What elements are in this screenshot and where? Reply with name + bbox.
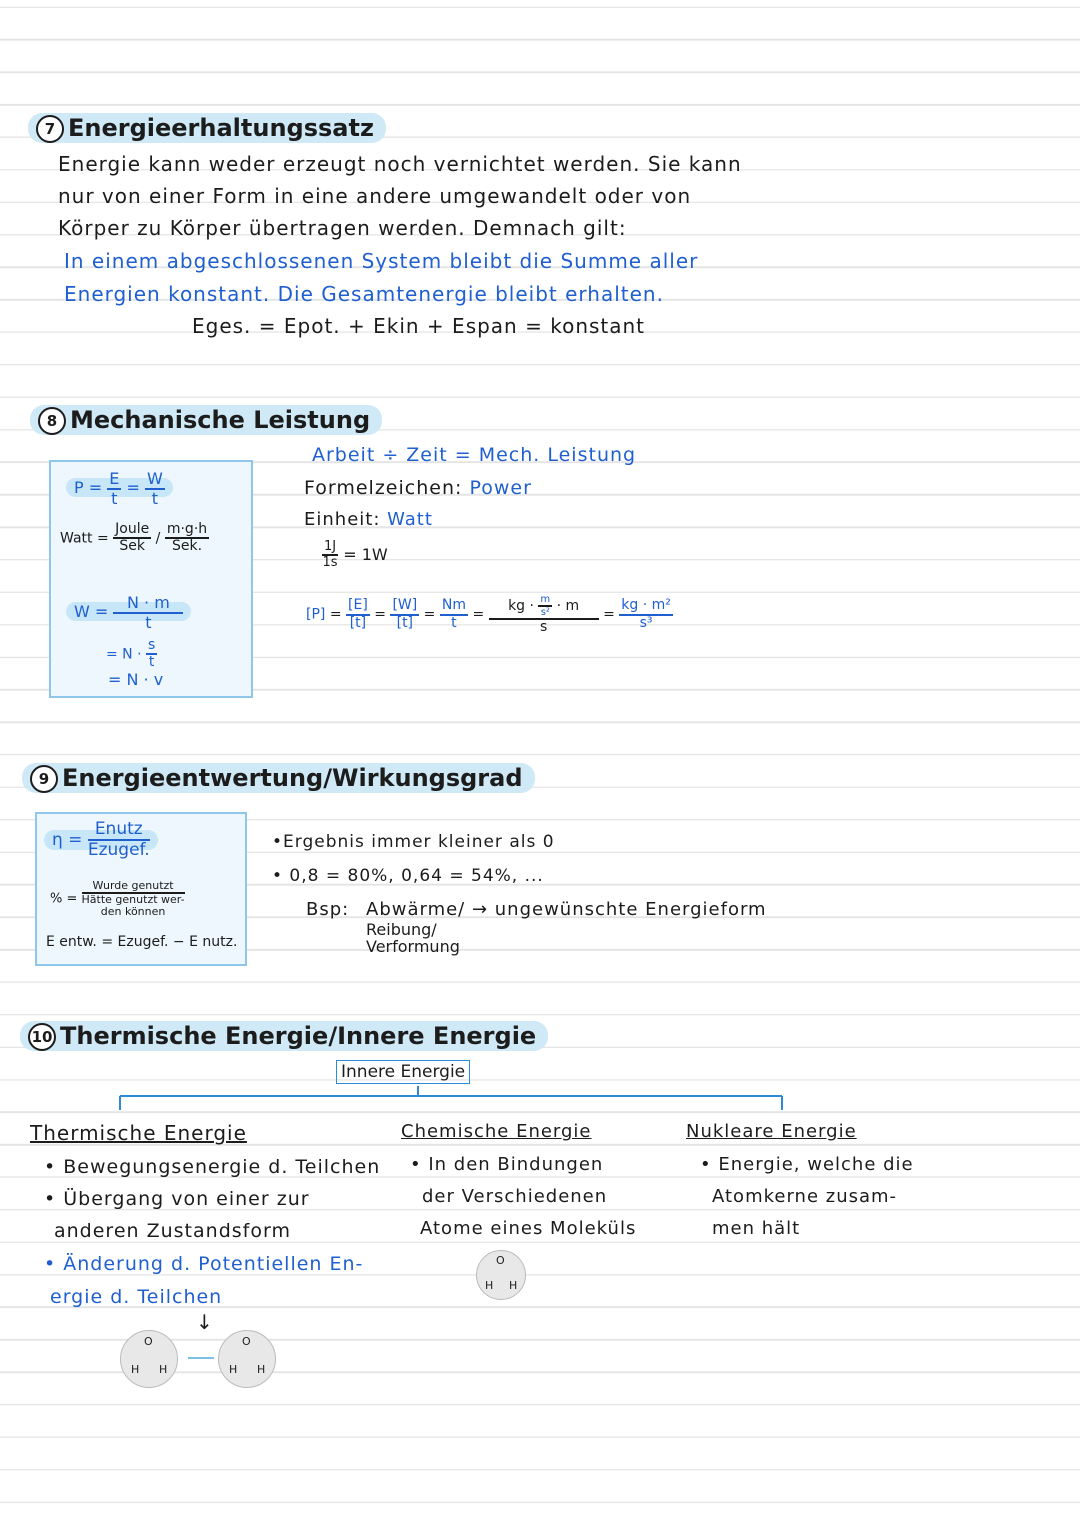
nuclear-energy-title: Nukleare Energie [686,1121,857,1142]
formula-w-3: = N · v [108,670,164,689]
nuclear-line: Atomkerne zusam- [712,1186,898,1207]
thermal-line: anderen Zustandsform [54,1220,291,1242]
chemical-energy-title: Chemische Energie [401,1121,592,1142]
section-number: 10 [28,1023,56,1051]
formula-e-entw: E entw. = Ezugef. − E nutz. [46,934,238,950]
text-line: nur von einer Form in eine andere umgewandelt oder von [58,184,692,208]
efficiency-note-2: • 0,8 = 80%, 0,64 = 54%, ... [272,866,544,886]
formula-w-2: = N · $\frac{s}{t}$ [106,637,156,671]
water-molecule-icon: O H H [476,1250,526,1300]
formula-percent: % = Wurde genutzt Hätte genutzt wer- den können [50,879,185,919]
inner-energy-label: Innere Energie [336,1060,470,1084]
thermal-line: • Bewegungsenergie d. Teilchen [44,1156,381,1178]
section-title: Energieerhaltungssatz [68,114,374,142]
bond-line [188,1357,214,1359]
section-title: Energieentwertung/Wirkungsgrad [62,764,523,792]
example-label: Bsp: [306,899,350,920]
unit-derivation: [P] = $\frac{[E]}{[t]}$ = $\frac{[W]}{[t]}$ = $\frac{Nm}{t}$ = kg · $\frac{m}{\text{s²}}$ · m s = $\frac{\text{kg · m²}}{\text{s³}}$ [306,594,671,635]
example-line-2: Reibung/ [366,920,437,939]
watt-definition: $\frac{1J}{1s}$ = 1W [322,539,388,571]
section-title: Thermische Energie/Innere Energie [60,1022,537,1050]
efficiency-note-1: •Ergebnis immer kleiner als 0 [272,832,555,852]
text-line: Energie kann weder erzeugt noch vernichtet werden. Sie kann [58,152,742,176]
arrow-down-icon: ↓ [196,1310,213,1334]
power-unit-line: Einheit: Watt [304,509,433,530]
nuclear-line: • Energie, welche die [700,1154,914,1175]
chemical-line: • In den Bindungen [410,1154,604,1175]
formula-p: P = $\frac{E}{t}$ = $\frac{W}{t}$ [66,470,173,507]
chemical-line: der Verschiedenen [422,1186,608,1207]
nuclear-line: men hält [712,1218,801,1239]
thermal-line-highlight: ergie d. Teilchen [50,1286,223,1308]
section-number: 8 [38,407,66,435]
text-line-highlight: In einem abgeschlossenen System bleibt die Summe aller [64,249,699,273]
formula-eta: η = $\frac{\text{Enutz}}{\text{Ezugef.}}$ [44,820,158,859]
formula-watt: Watt = $\frac{\text{Joule}}{\text{Sek}}$ / $\frac{m\cdot g\cdot h}{\text{Sek.}}$ [60,521,208,555]
formula-energy: Eges. = Epot. + Ekin + Espan = konstant [192,314,646,338]
power-symbol-line: Formelzeichen: Power [304,477,532,499]
text-line-highlight: Energien konstant. Die Gesamtenergie bleibt erhalten. [64,282,664,306]
formula-w: W = $\frac{N \cdot m}{t}$ [66,594,191,631]
water-molecule-icon: O H H [120,1330,178,1388]
section-title: Mechanische Leistung [70,406,371,434]
water-molecule-icon: O H H [218,1330,276,1388]
thermal-energy-title: Thermische Energie [30,1121,247,1145]
text-line: Körper zu Körper übertragen werden. Demnach gilt: [58,216,627,240]
thermal-line-highlight: • Änderung d. Potentiellen En- [44,1253,364,1275]
example-line-3: Verformung [366,937,460,956]
section-number: 7 [36,115,64,143]
section-number: 9 [30,765,58,793]
thermal-line: • Übergang von einer zur [44,1188,310,1210]
example-line-1: Abwärme/ → ungewünschte Energieform [366,899,767,920]
power-definition: Arbeit ÷ Zeit = Mech. Leistung [312,444,637,466]
chemical-line: Atome eines Moleküls [420,1218,637,1239]
